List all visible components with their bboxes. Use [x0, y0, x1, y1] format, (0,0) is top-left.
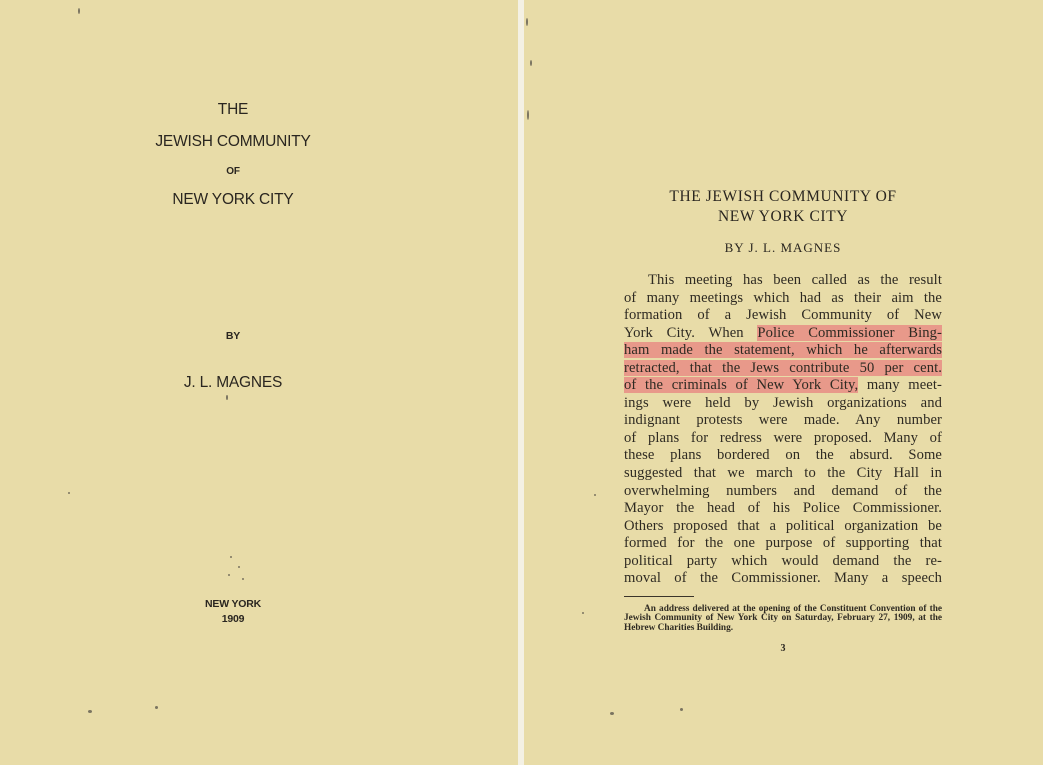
author-name: J. L. MAGNES	[183, 374, 283, 391]
body-line: ings were held by Jewish organizations and	[624, 394, 942, 411]
footnote: An address delivered at the opening of the Constituent Convention of the Jewish Community of New York City on Saturday, February 27, 1909, at the Hebrew Charities Building.	[624, 604, 942, 633]
paper-speck	[582, 612, 584, 614]
body-line: political party which would demand the re-	[624, 552, 942, 569]
body-line	[624, 360, 942, 378]
paper-speck	[88, 710, 92, 713]
body-line: Mayor the head of his Police Commissioner.	[624, 500, 942, 517]
body-line	[624, 377, 942, 395]
paper-speck	[526, 18, 528, 26]
title-line-new-york-city: NEW YORK CITY	[172, 191, 294, 208]
paper-speck	[155, 706, 158, 709]
body-line: moval of the Commissioner. Many a speech	[624, 570, 942, 587]
body-line: This meeting has been called as the result	[648, 272, 942, 288]
body-line	[624, 342, 942, 360]
paper-speck	[594, 494, 596, 496]
publication-place: NEW YORK	[205, 598, 261, 610]
body-line: Others proposed that a political organization be	[624, 517, 942, 534]
paper-speck	[530, 60, 532, 66]
article-page	[524, 0, 1043, 765]
paper-speck	[610, 712, 614, 715]
by-label: BY	[225, 330, 241, 342]
article-body	[624, 272, 942, 588]
paper-speck	[527, 110, 529, 120]
highlighted-text: of the criminals of New York City,	[624, 377, 859, 394]
body-line: of many meetings which had as their aim the	[624, 289, 942, 306]
article-byline: BY J. L. MAGNES	[724, 240, 842, 255]
body-line: overwhelming numbers and demand of the	[624, 482, 942, 499]
body-text-segment: York City. When	[624, 324, 758, 341]
body-line: indignant protests were made. Any number	[624, 412, 942, 429]
article-title-line1: THE JEWISH COMMUNITY OF	[669, 188, 897, 205]
publication-year: 1909	[221, 613, 245, 625]
body-line: of plans for redress were proposed. Many of	[624, 429, 942, 446]
footnote-rule	[624, 596, 694, 597]
paper-speck	[230, 556, 232, 558]
paper-speck	[680, 708, 683, 711]
paper-speck	[78, 8, 80, 14]
body-text-segment: many meet-	[858, 377, 942, 394]
page-number: 3	[780, 643, 786, 654]
body-line: these plans bordered on the absurd. Some	[624, 447, 942, 464]
body-line: formation of a Jewish Community of New	[624, 307, 942, 324]
title-line-of: OF	[226, 166, 240, 177]
paper-speck	[242, 578, 244, 580]
paper-speck	[228, 574, 230, 576]
article-title-line2: NEW YORK CITY	[717, 208, 849, 225]
paper-speck	[238, 566, 240, 568]
body-line: suggested that we march to the City Hall in	[624, 465, 942, 482]
title-line-the: THE	[217, 101, 249, 118]
body-line: formed for the one purpose of supporting that	[624, 535, 942, 552]
paper-speck	[226, 395, 228, 400]
highlighted-text: ham made the statement, which he afterwards	[624, 342, 942, 359]
highlighted-text: retracted, that the Jews contribute 50 per cent.	[624, 359, 942, 376]
highlighted-text: Police Commissioner Bing-	[757, 324, 942, 341]
title-line-jewish-community: JEWISH COMMUNITY	[155, 133, 311, 150]
title-page	[0, 0, 518, 765]
paper-speck	[68, 492, 70, 494]
body-line	[624, 325, 942, 343]
